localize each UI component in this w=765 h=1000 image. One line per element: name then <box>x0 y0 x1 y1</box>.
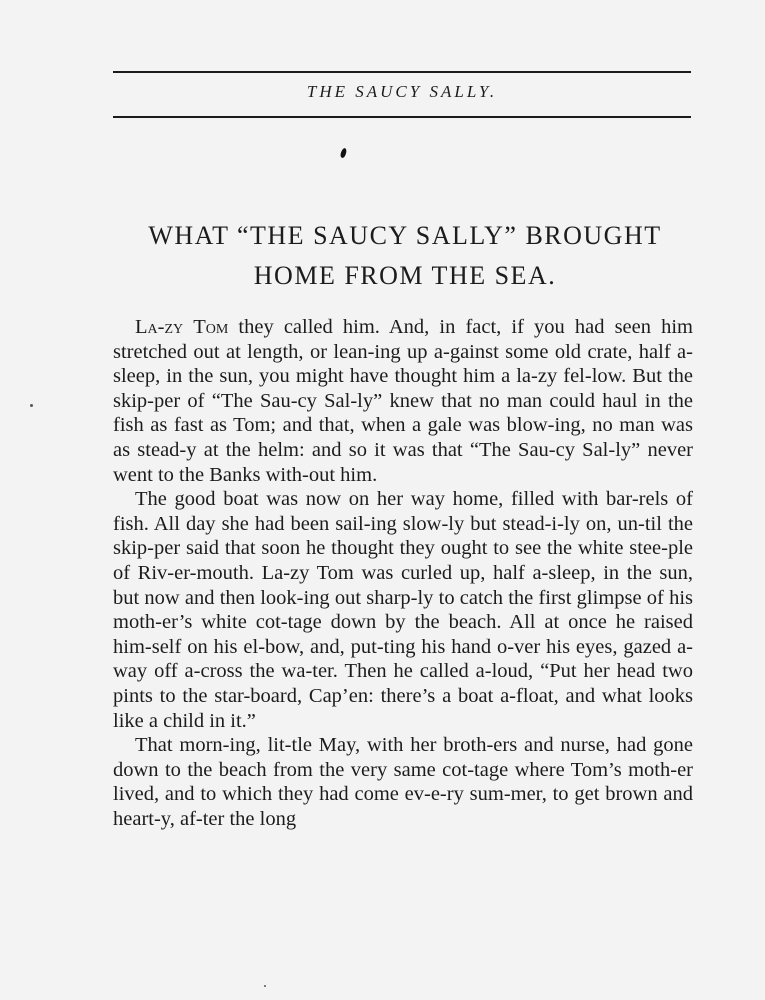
chapter-title-line-2: HOME FROM THE SEA. <box>253 261 557 290</box>
body-text <box>113 315 693 831</box>
page-speck <box>30 404 33 407</box>
lead-word: Tom <box>193 316 229 338</box>
paragraph-text: they called him. And, in fact, if you had seen him stretched out at length, or lean-ing up a-gainst some old crate, half a-sleep, in the sun, you might have thought him a la-zy fel-low. But the skip-per of “The Sau-cy Sal-ly” knew that no man could haul in the fish as fast as Tom; and that, when a gale was blow-ing, no man was as stead-y at the helm: and so it was that “The Sau-cy Sal-ly” never went to the Banks with-out him. <box>113 316 693 486</box>
paragraph-3: That morn-ing, lit-tle May, with her broth-ers and nurse, had gone down to the beach from the very same cot-tage where Tom’s moth-er lived, and to which they had come ev-e-ry sum-mer, to get brown and heart-y, af-ter the long <box>113 734 693 830</box>
header-rule-bottom <box>113 116 691 118</box>
running-head: THE SAUCY SALLY. <box>306 82 498 101</box>
paragraph-2: The good boat was now on her way home, filled with bar-rels of fish. All day she had been sail-ing slow-ly but stead-i-ly on, un-til the skip-per said that soon he thought they ought to see the white stee-ple of Riv-er-mouth. La-zy Tom was curled up, half a-sleep, in the sun, but now and then look-ing out sharp-ly to catch the first glimpse of his moth-er’s white cot-tage down by the beach. All at once he raised him-self on his el-bow, and, put-ting his hand o-ver his eyes, gazed a-way off a-cross the wa-ter. Then he called a-loud, “Put her head two pints to the star-board, Cap’en: there’s a boat a-float, and what looks like a child in it.” <box>113 488 693 732</box>
chapter-title-line-1: WHAT “THE SAUCY SALLY” BROUGHT <box>148 221 662 250</box>
lead-word: La-zy <box>135 316 184 338</box>
header-rule-top <box>113 71 691 73</box>
page-speck <box>264 985 266 987</box>
paragraph-1 <box>113 315 693 487</box>
chapter-title <box>95 216 715 296</box>
ink-mark <box>340 147 348 158</box>
